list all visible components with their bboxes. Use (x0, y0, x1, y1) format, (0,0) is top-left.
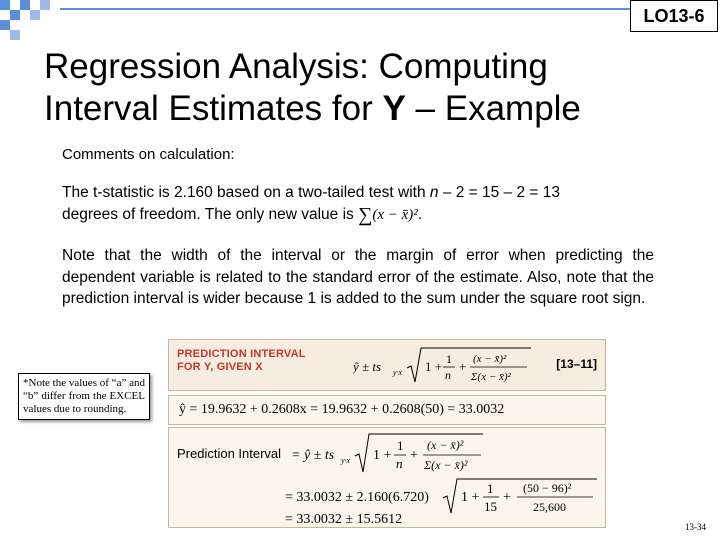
svg-text:(x − x̄)²: (x − x̄)² (427, 438, 464, 452)
svg-text:(x − x̄)²: (x − x̄)² (473, 353, 507, 365)
para1-text-b: – 2 = 15 – 2 = 13 (438, 184, 561, 201)
para1-text-a: The t-statistic is 2.160 based on a two-tailed test with (62, 184, 430, 201)
svg-text:+: + (410, 448, 418, 463)
fitted-value-panel (168, 395, 606, 425)
svg-text:1 +: 1 + (373, 448, 392, 463)
pi-step-1: = 33.0032 ± 2.160(6.720) (285, 490, 429, 505)
svg-text:+: + (503, 490, 511, 505)
svg-text:Σ(x − x̄)²: Σ(x − x̄)² (424, 458, 468, 472)
title-line-2-pre: Interval Estimates for (44, 89, 383, 128)
sum-x-minus-xbar-squared: ∑(x − x̄)² (358, 203, 418, 226)
svg-text:1 +: 1 + (461, 490, 480, 505)
title-line-2-post: – Example (405, 89, 581, 128)
formula-heading-line2: FOR Y, GIVEN X (177, 361, 263, 373)
title-line-2-bold: Y (382, 89, 406, 128)
title-line-2 (44, 88, 704, 130)
frac-1-num: 1 (487, 481, 494, 496)
paragraph-note: Note that the width of the interval or the margin of error when predicting the dependent variable is related to the standard error of the estimate. Also, note that the prediction interval is wider because 1 is added to the sum under the square root sign. (62, 247, 654, 307)
svg-text:n: n (445, 368, 451, 382)
para1-text-d: . (417, 205, 423, 223)
svg-text:= ŷ ± ts: = ŷ ± ts (291, 448, 335, 463)
formula-heading-line1: PREDICTION INTERVAL (177, 348, 306, 360)
pi-label: Prediction Interval (177, 446, 282, 461)
comments-heading: Comments on calculation: (62, 146, 235, 163)
equation-number: [13–11] (556, 357, 597, 371)
lo-tag: LO13-6 (630, 0, 718, 32)
title-line-1: Regression Analysis: Computing (44, 47, 548, 86)
svg-text:n: n (396, 456, 403, 471)
prediction-interval-formula-panel (168, 339, 606, 391)
note-box: *Note the values of “a” and “b” differ from the EXCEL values due to rounding. (18, 373, 150, 420)
svg-text:+: + (459, 359, 467, 374)
prediction-interval-formula (353, 344, 533, 388)
svg-text:y·x: y·x (341, 456, 351, 465)
svg-text:1: 1 (446, 352, 452, 366)
pi-step-2: = 33.0032 ± 15.5612 (285, 512, 403, 527)
frac-den-25600: 25,600 (533, 500, 566, 514)
header-rule (60, 8, 630, 10)
para1-n: n (429, 184, 439, 201)
pi-general-formula (287, 430, 487, 478)
fit-equation: ŷ = 19.9632 + 0.2608x = 19.9632 + 0.2608(50) = 33.0032 (179, 402, 505, 417)
pi-step-1-radical (441, 476, 601, 516)
svg-text:1: 1 (397, 438, 404, 453)
formula-heading (177, 348, 306, 374)
svg-text:ŷ ± ts: ŷ ± ts (353, 359, 382, 374)
svg-text:Σ(x − x̄)²: Σ(x − x̄)² (471, 371, 511, 383)
svg-text:y·x: y·x (393, 368, 403, 377)
frac-15-den: 15 (484, 499, 497, 514)
paragraph-t-statistic (62, 182, 654, 226)
prediction-interval-computation-panel (168, 427, 606, 528)
corner-decoration (0, 0, 60, 40)
para1-text-c: degrees of freedom. The only new value is (62, 205, 359, 223)
page-number: 13-34 (685, 522, 706, 532)
svg-text:1 +: 1 + (425, 359, 443, 374)
slide-title (44, 46, 704, 130)
frac-num-50-96: (50 − 96)² (523, 481, 572, 495)
